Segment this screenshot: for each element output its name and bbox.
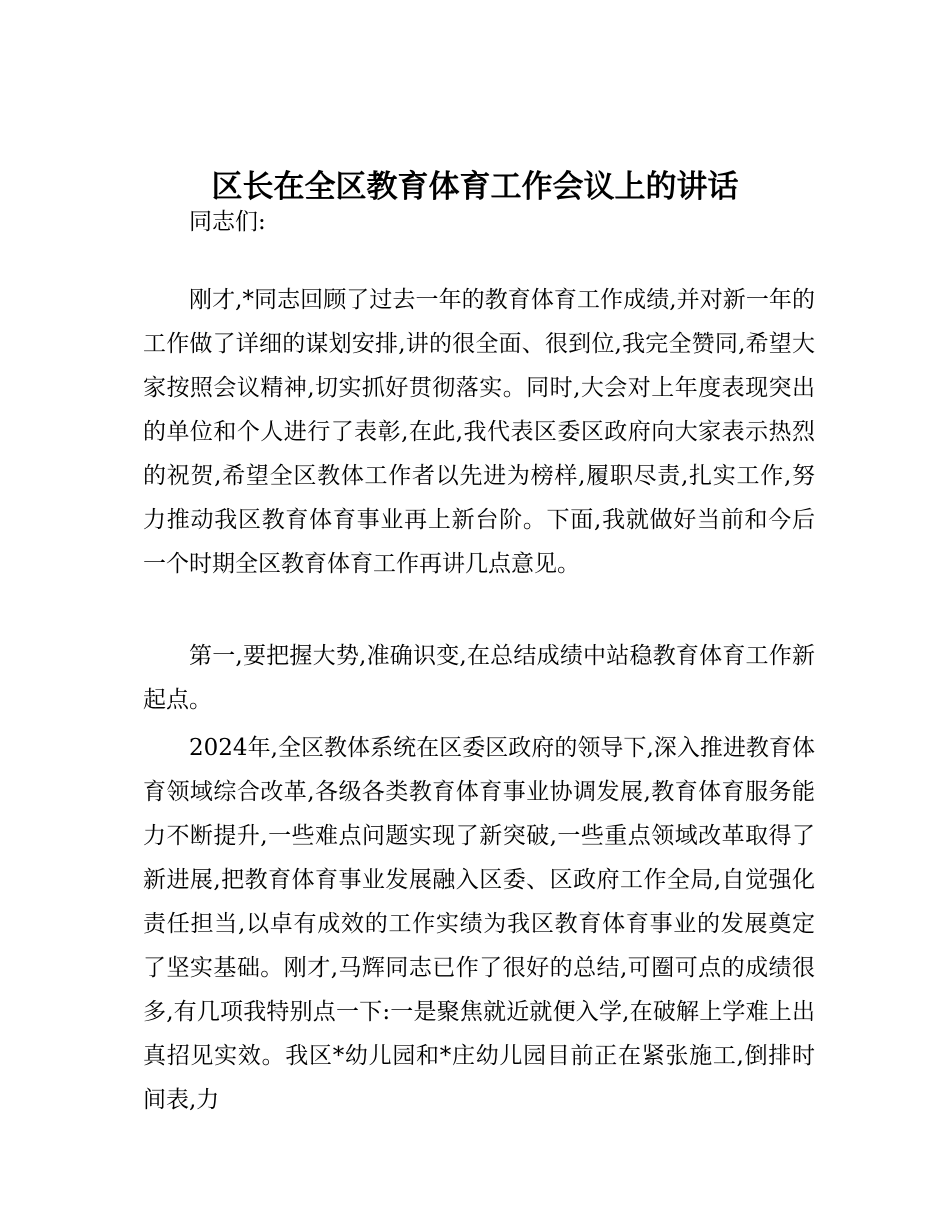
salutation: 同志们: <box>189 209 266 235</box>
document-title: 区长在全区教育体育工作会议上的讲话 <box>211 169 739 205</box>
paragraph-achievements: 2024年,全区教体系统在区委区政府的领导下,深入推进教育体育领域综合改革,各级各类教育体育事业协调发展,教育体育服务能力不断提升,一些难点问题实现了新突破,一些重点领域改革取得了新进展,把教育体育事业发展融入区委、区政府工作全局,自觉强化责任担当,以卓有成效的工作实绩为我区教育体育事业的发展奠定了坚实基础。刚才,马辉同志已作了很好的总结,可圈可点的成绩很多,有几项我特别点一下:一是聚焦就近就便入学,在破解上学难上出真招见实效。我区*幼儿园和*庄幼儿园目前正在紧张施工,倒排时间表,力 <box>143 735 815 1113</box>
paragraph-section-one-heading: 第一,要把握大势,准确识变,在总结成绩中站稳教育体育工作新起点。 <box>143 643 815 713</box>
paragraph-opening: 刚才,*同志回顾了过去一年的教育体育工作成绩,并对新一年的工作做了详细的谋划安排,讲的很全面、很到位,我完全赞同,希望大家按照会议精神,切实抓好贯彻落实。同时,大会对上年度表现突出的单位和个人进行了表彰,在此,我代表区委区政府向大家表示热烈的祝贺,希望全区教体工作者以先进为榜样,履职尽责,扎实工作,努力推动我区教育体育事业再上新台阶。下面,我就做好当前和今后一个时期全区教育体育工作再讲几点意见。 <box>143 287 815 577</box>
